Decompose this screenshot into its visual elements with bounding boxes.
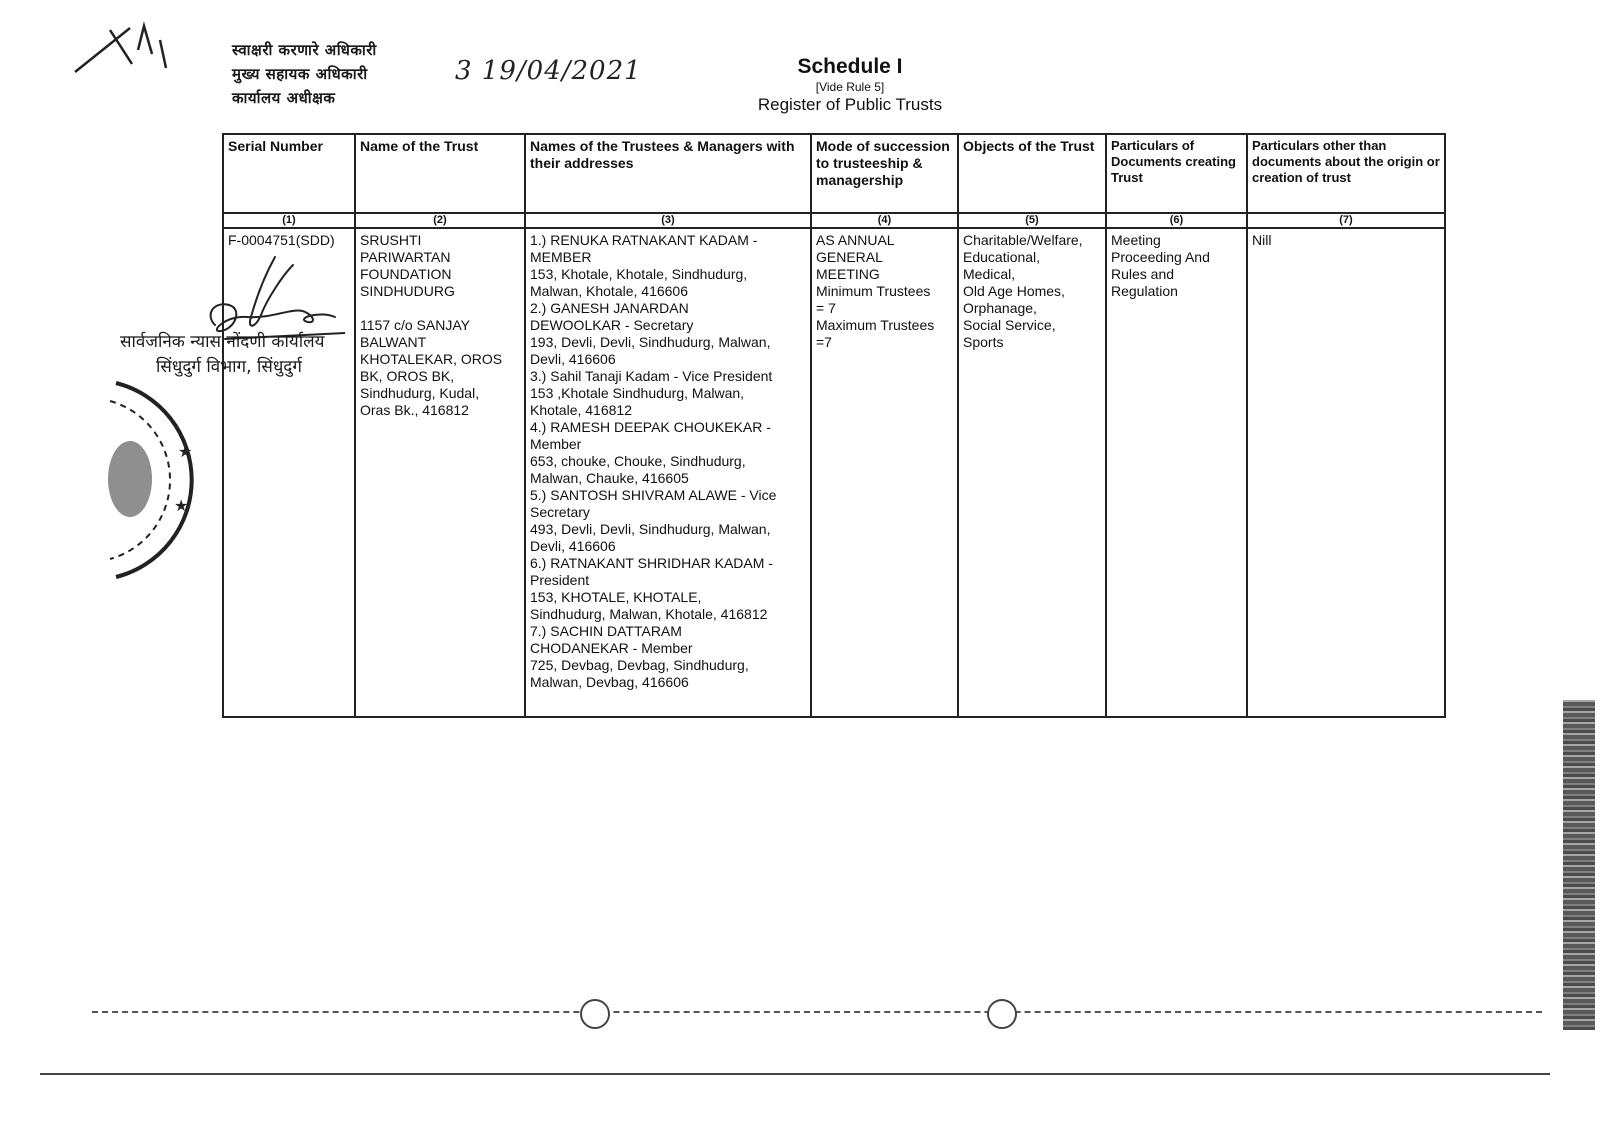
trustee-line: Malwan, Devbag, 416606 xyxy=(530,674,689,690)
office-stamp-text xyxy=(120,330,325,380)
trustee-line: 725, Devbag, Devbag, Sindhudurg, xyxy=(530,657,749,673)
serial-number: F-0004751(SDD) xyxy=(228,232,335,248)
succession-line: AS ANNUAL xyxy=(816,232,895,248)
trustee-line: MEMBER xyxy=(530,249,592,265)
trust-address-line: BALWANT xyxy=(360,334,427,350)
trustee-line: 7.) SACHIN DATTARAM xyxy=(530,623,682,639)
handwritten-date: 3 19/04/2021 xyxy=(455,56,642,86)
trustee-line: President xyxy=(530,572,590,588)
col-header-trustees: Names of the Trustees & Managers with their addresses xyxy=(525,134,811,213)
trustee-line: Malwan, Khotale, 416606 xyxy=(530,283,688,299)
trust-name-line: SRUSHTI xyxy=(360,232,422,248)
register-table xyxy=(222,133,1446,718)
punch-hole-right xyxy=(987,999,1017,1029)
documents-line: Proceeding And xyxy=(1111,249,1210,265)
col-number: (5) xyxy=(958,213,1106,228)
trustee-line: 153, Khotale, Khotale, Sindhudurg, xyxy=(530,266,748,282)
objects-line: Sports xyxy=(963,334,1004,350)
table-header-row xyxy=(223,134,1445,213)
col-number: (1) xyxy=(223,213,355,228)
document-subtitle: [Vide Rule 5] xyxy=(815,80,885,94)
col-number: (3) xyxy=(525,213,811,228)
other-particulars: Nill xyxy=(1252,232,1272,248)
punch-hole-left xyxy=(580,999,610,1029)
succession-line: = 7 xyxy=(816,300,836,316)
documents-line: Meeting xyxy=(1111,232,1161,248)
cell-succession xyxy=(811,228,958,717)
objects-line: Charitable/Welfare, xyxy=(963,232,1083,248)
cell-trustees xyxy=(525,228,811,717)
succession-line: =7 xyxy=(816,334,832,350)
col-header-other: Particulars other than documents about the origin or creation of trust xyxy=(1247,134,1445,213)
col-number: (6) xyxy=(1106,213,1247,228)
officer-stamp-top xyxy=(232,38,432,110)
spacer xyxy=(360,300,520,317)
trustee-line: 5.) SANTOSH SHIVRAM ALAWE - Vice xyxy=(530,487,777,503)
col-header-documents: Particulars of Documents creating Trust xyxy=(1106,134,1247,213)
table-number-row xyxy=(223,213,1445,228)
trustee-line: Secretary xyxy=(530,504,590,520)
table-row xyxy=(223,228,1445,717)
trust-name-line: SINDHUDURG xyxy=(360,283,455,299)
cell-objects xyxy=(958,228,1106,717)
trustee-line: DEWOOLKAR - Secretary xyxy=(530,317,694,333)
office-stamp-line: सार्वजनिक न्यास नोंदणी कार्यालय xyxy=(120,332,325,352)
col-number: (4) xyxy=(811,213,958,228)
documents-line: Rules and xyxy=(1111,266,1175,282)
trustee-line: 3.) Sahil Tanaji Kadam - Vice President xyxy=(530,368,773,384)
col-number: (2) xyxy=(355,213,525,228)
trustee-line: Devli, 416606 xyxy=(530,351,616,367)
register-title: Register of Public Trusts xyxy=(757,95,943,114)
col-header-trust-name: Name of the Trust xyxy=(355,134,525,213)
stamp-line: कार्यालय अधीक्षक xyxy=(232,89,336,107)
col-header-succession: Mode of succession to trusteeship & managership xyxy=(811,134,958,213)
objects-line: Medical, xyxy=(963,266,1016,282)
document-header xyxy=(700,54,1000,116)
page-fold-line xyxy=(92,1011,1542,1013)
succession-line: Maximum Trustees xyxy=(816,317,935,333)
svg-text:★: ★ xyxy=(174,496,189,515)
trust-address-line: KHOTALEKAR, OROS xyxy=(360,351,503,367)
trustee-line: 153, KHOTALE, KHOTALE, xyxy=(530,589,702,605)
trustee-line: 6.) RATNAKANT SHRIDHAR KADAM - xyxy=(530,555,773,571)
trustee-line: Malwan, Chauke, 416605 xyxy=(530,470,689,486)
document-title: Schedule I xyxy=(797,55,903,78)
documents-line: Regulation xyxy=(1111,283,1178,299)
trustee-line: 653, chouke, Chouke, Sindhudurg, xyxy=(530,453,746,469)
cell-trust-name xyxy=(355,228,525,717)
trustee-line: CHODANEKAR - Member xyxy=(530,640,693,656)
trust-address-line: Sindhudurg, Kudal, xyxy=(360,385,480,401)
trust-name-line: FOUNDATION xyxy=(360,266,452,282)
col-header-serial: Serial Number xyxy=(223,134,355,213)
trust-name-line: PARIWARTAN xyxy=(360,249,451,265)
objects-line: Educational, xyxy=(963,249,1041,265)
trustee-line: 2.) GANESH JANARDAN xyxy=(530,300,689,316)
page-bottom-edge xyxy=(40,1073,1550,1075)
round-seal xyxy=(96,375,221,585)
trustee-line: Member xyxy=(530,436,582,452)
trustee-line: 4.) RAMESH DEEPAK CHOUKEKAR - xyxy=(530,419,771,435)
trustee-line: Sindhudurg, Malwan, Khotale, 416812 xyxy=(530,606,768,622)
scan-edge-noise xyxy=(1563,700,1595,1030)
trustee-line: 193, Devli, Devli, Sindhudurg, Malwan, xyxy=(530,334,771,350)
objects-line: Old Age Homes, xyxy=(963,283,1065,299)
trustee-line: 493, Devli, Devli, Sindhudurg, Malwan, xyxy=(530,521,771,537)
trust-address-line: BK, OROS BK, xyxy=(360,368,455,384)
stamp-line: स्वाक्षरी करणारे अधिकारी xyxy=(232,41,377,59)
cell-other xyxy=(1247,228,1445,717)
col-number: (7) xyxy=(1247,213,1445,228)
trust-address-line: Oras Bk., 416812 xyxy=(360,402,469,418)
trustee-line: 1.) RENUKA RATNAKANT KADAM - xyxy=(530,232,758,248)
cell-documents xyxy=(1106,228,1247,717)
objects-line: Orphanage, xyxy=(963,300,1037,316)
trustee-line: Khotale, 416812 xyxy=(530,402,632,418)
register-table-wrap xyxy=(222,133,1444,718)
stamp-line: मुख्य सहायक अधिकारी xyxy=(232,65,368,83)
succession-line: MEETING xyxy=(816,266,880,282)
succession-line: GENERAL xyxy=(816,249,883,265)
objects-line: Social Service, xyxy=(963,317,1056,333)
trustee-line: 153 ,Khotale Sindhudurg, Malwan, xyxy=(530,385,745,401)
office-stamp-line: सिंधुदुर्ग विभाग, सिंधुदुर्ग xyxy=(156,357,302,377)
corner-scribble xyxy=(70,20,190,80)
succession-line: Minimum Trustees xyxy=(816,283,931,299)
trustee-line: Devli, 416606 xyxy=(530,538,616,554)
trust-address-line: 1157 c/o SANJAY xyxy=(360,317,470,333)
col-header-objects: Objects of the Trust xyxy=(958,134,1106,213)
svg-text:★: ★ xyxy=(178,442,193,461)
